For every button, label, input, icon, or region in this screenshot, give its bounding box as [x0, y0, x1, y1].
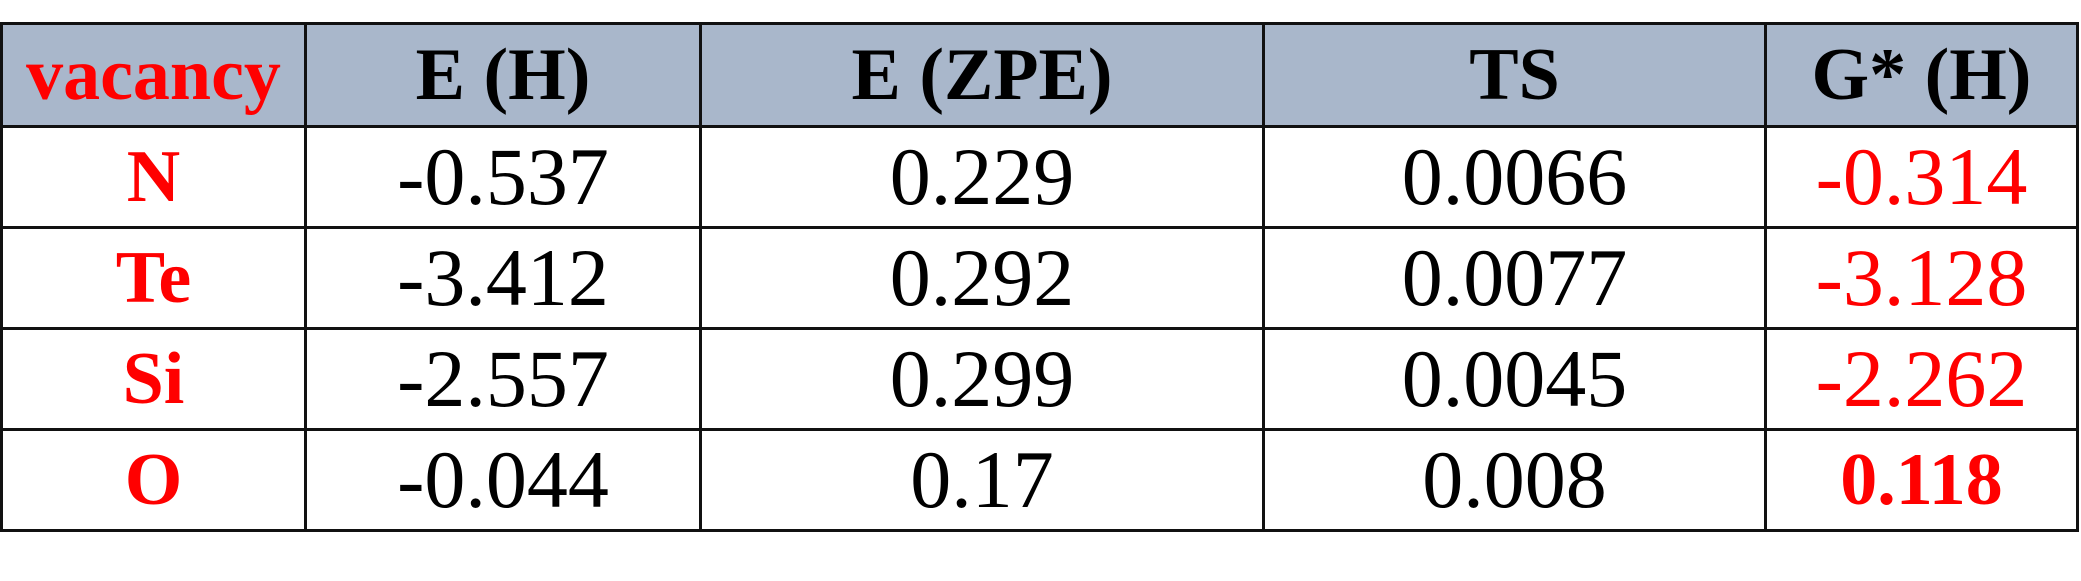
energy-zpe-cell: 0.17 [701, 430, 1264, 531]
header-row [2, 24, 2078, 127]
header-energy-h: E (H) [306, 24, 701, 127]
free-energy-cell: -3.128 [1766, 228, 2078, 329]
table-row [2, 430, 2078, 531]
free-energy-cell-highlighted: 0.118 [1766, 430, 2078, 531]
table-row [2, 329, 2078, 430]
ts-cell: 0.0066 [1264, 127, 1766, 228]
energy-zpe-cell: 0.229 [701, 127, 1264, 228]
header-vacancy: vacancy [2, 24, 306, 127]
table-row [2, 228, 2078, 329]
vacancy-energy-table-container [0, 22, 2076, 530]
vacancy-energy-table [0, 22, 2079, 532]
header-free-energy: G* (H) [1766, 24, 2078, 127]
energy-zpe-cell: 0.299 [701, 329, 1264, 430]
header-ts: TS [1264, 24, 1766, 127]
energy-zpe-cell: 0.292 [701, 228, 1264, 329]
ts-cell: 0.0077 [1264, 228, 1766, 329]
energy-h-cell: -3.412 [306, 228, 701, 329]
vacancy-cell: O [2, 430, 306, 531]
ts-cell: 0.0045 [1264, 329, 1766, 430]
energy-h-cell: -0.044 [306, 430, 701, 531]
free-energy-cell: -2.262 [1766, 329, 2078, 430]
vacancy-cell: N [2, 127, 306, 228]
vacancy-cell: Si [2, 329, 306, 430]
energy-h-cell: -2.557 [306, 329, 701, 430]
energy-h-cell: -0.537 [306, 127, 701, 228]
header-energy-zpe: E (ZPE) [701, 24, 1264, 127]
free-energy-cell: -0.314 [1766, 127, 2078, 228]
table-row [2, 127, 2078, 228]
vacancy-cell: Te [2, 228, 306, 329]
ts-cell: 0.008 [1264, 430, 1766, 531]
